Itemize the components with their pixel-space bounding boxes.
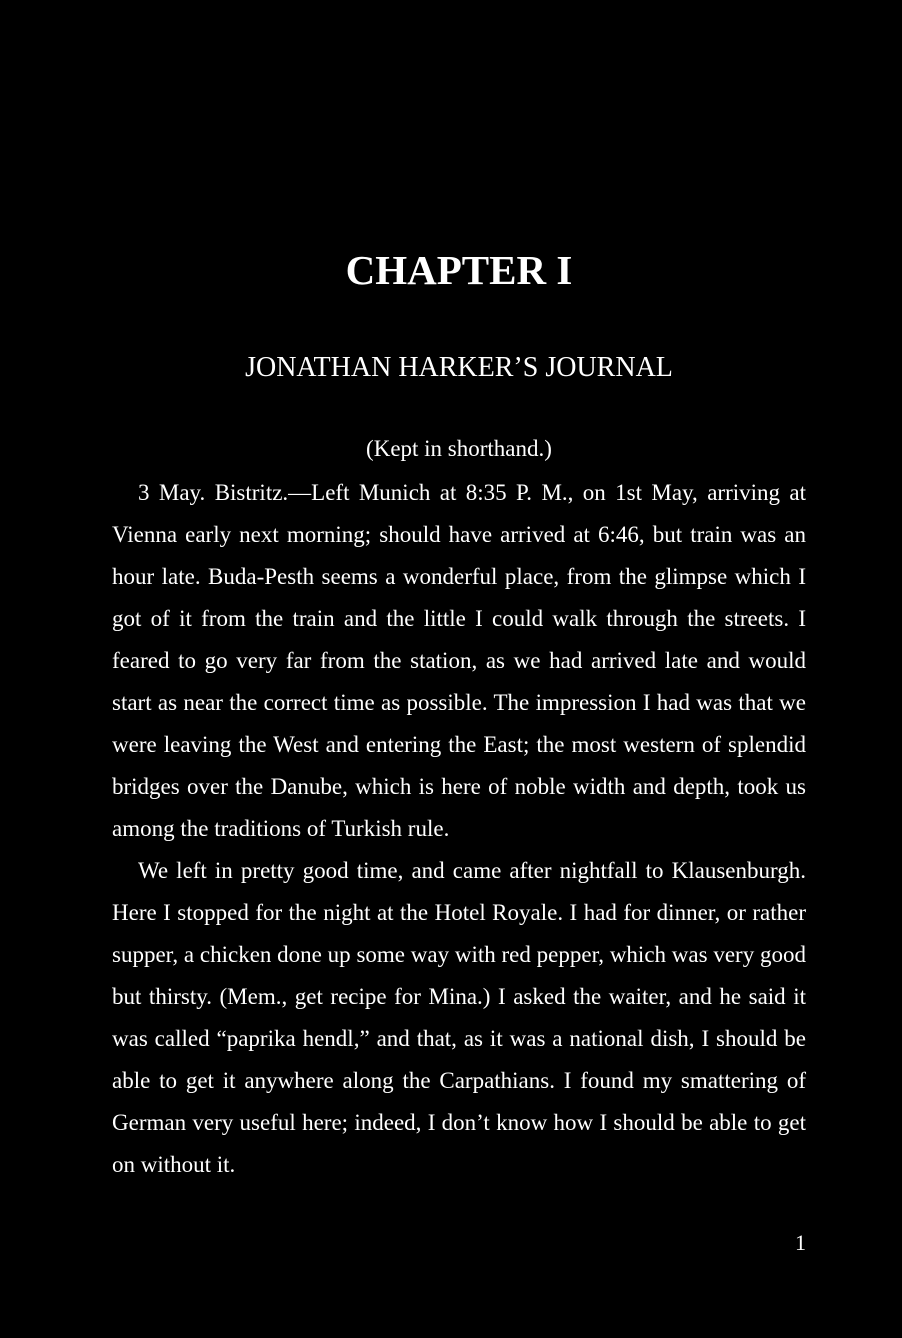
- shorthand-note: (Kept in shorthand.): [366, 436, 552, 461]
- chapter-title: CHAPTER I: [345, 247, 573, 293]
- paragraph-1: 3 May. Bistritz.—Left Munich at 8:35 P. M., on 1st May, arriving at Vienna early next morning; should have arrived at 6:46, but train was an hour late. Buda-Pesth seems a wonderful place, from the glimpse which I got of it from the train and the little I could walk through the streets. I feared to go very far from the station, as we had arrived late and would start as near the correct time as possible. The impression I had was that we were leaving the West and entering the East; the most western of splendid bridges over the Danube, which is here of noble width and depth, took us among the traditions of Turkish rule.: [112, 480, 806, 841]
- journal-title: JONATHAN HARKER’S JOURNAL: [245, 352, 673, 383]
- page-number: 1: [795, 1230, 806, 1255]
- paragraph-2: We left in pretty good time, and came after nightfall to Klausenburgh. Here I stopped for the night at the Hotel Royale. I had for dinner, or rather supper, a chicken done up some way with red pepper, which was very good but thirsty. (Mem., get recipe for Mina.) I asked the waiter, and he said it was called “paprika hendl,” and that, as it was a national dish, I should be able to get it anywhere along the Carpathians. I found my smattering of German very useful here; indeed, I don’t know how I should be able to get on without it.: [112, 858, 806, 1177]
- body-text: [112, 472, 806, 1186]
